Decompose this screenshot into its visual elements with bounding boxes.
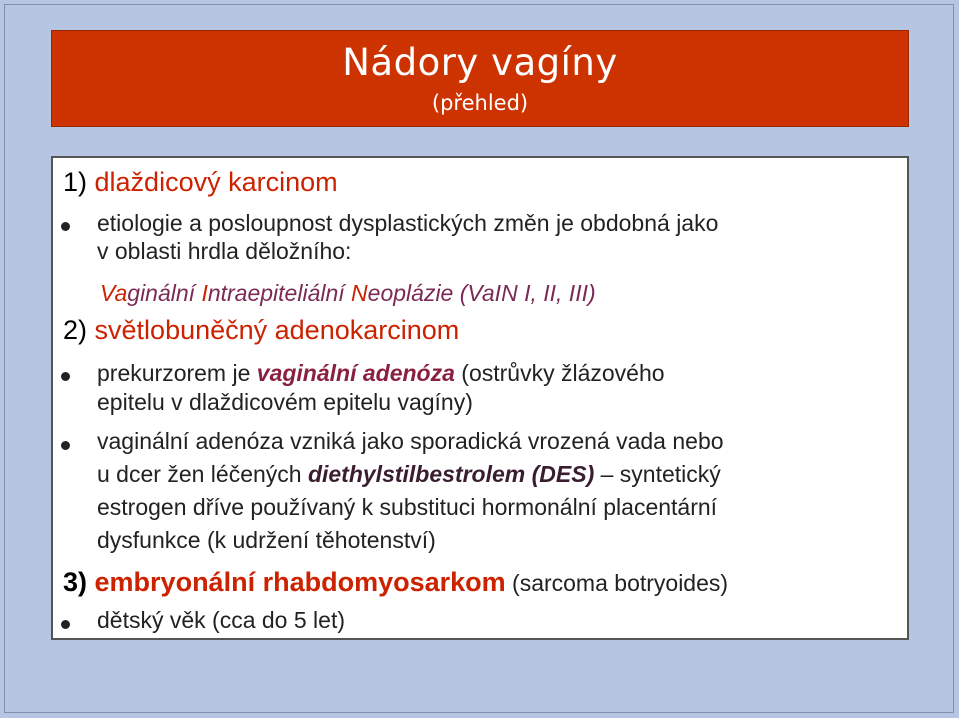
s2-bullet2-line1: vaginální adenóza vzniká jako sporadická vrozená vada nebo [97,428,724,454]
s2-bullet1-line2: epitelu v dlaždicovém epitelu vagíny) [97,389,473,415]
s1-bullet1-line1: etiologie a posloupnost dysplastických změn je obdobná jako [97,210,719,236]
s2-bullet1-line1: prekurzorem je vaginální adenóza (ostrůvky žlázového [97,360,665,386]
s3-bullet1: dětský věk (cca do 5 let) [97,607,345,633]
title-bar [51,30,909,127]
s1-bullet1-line2: v oblasti hrdla děložního: [97,238,352,264]
content-box [51,156,909,640]
bullet-dot [61,441,70,450]
slide-title: Nádory vagíny [342,41,618,84]
s2-bullet2-line2: u dcer žen léčených diethylstilbestrolem (DES) – syntetický [97,461,721,487]
section-2-heading: 2) světlobuněčný adenokarcinom [63,315,460,345]
s2-bullet2-line4: dysfunkce (k udržení těhotenství) [97,527,436,553]
slide-subtitle: (přehled) [431,91,529,115]
bullet-dot [61,620,70,629]
s2-bullet2-line3: estrogen dříve používaný k substituci hormonální placentární [97,494,718,520]
vain-definition: Vaginální Intraepiteliální Neoplázie (VaIN I, II, III) [100,280,596,306]
bullet-dot [61,222,70,231]
bullet-dot [61,372,70,381]
section-3-heading: 3) embryonální rhabdomyosarkom (sarcoma botryoides) [63,567,729,597]
section-1-heading: 1) dlaždicový karcinom [63,167,338,197]
